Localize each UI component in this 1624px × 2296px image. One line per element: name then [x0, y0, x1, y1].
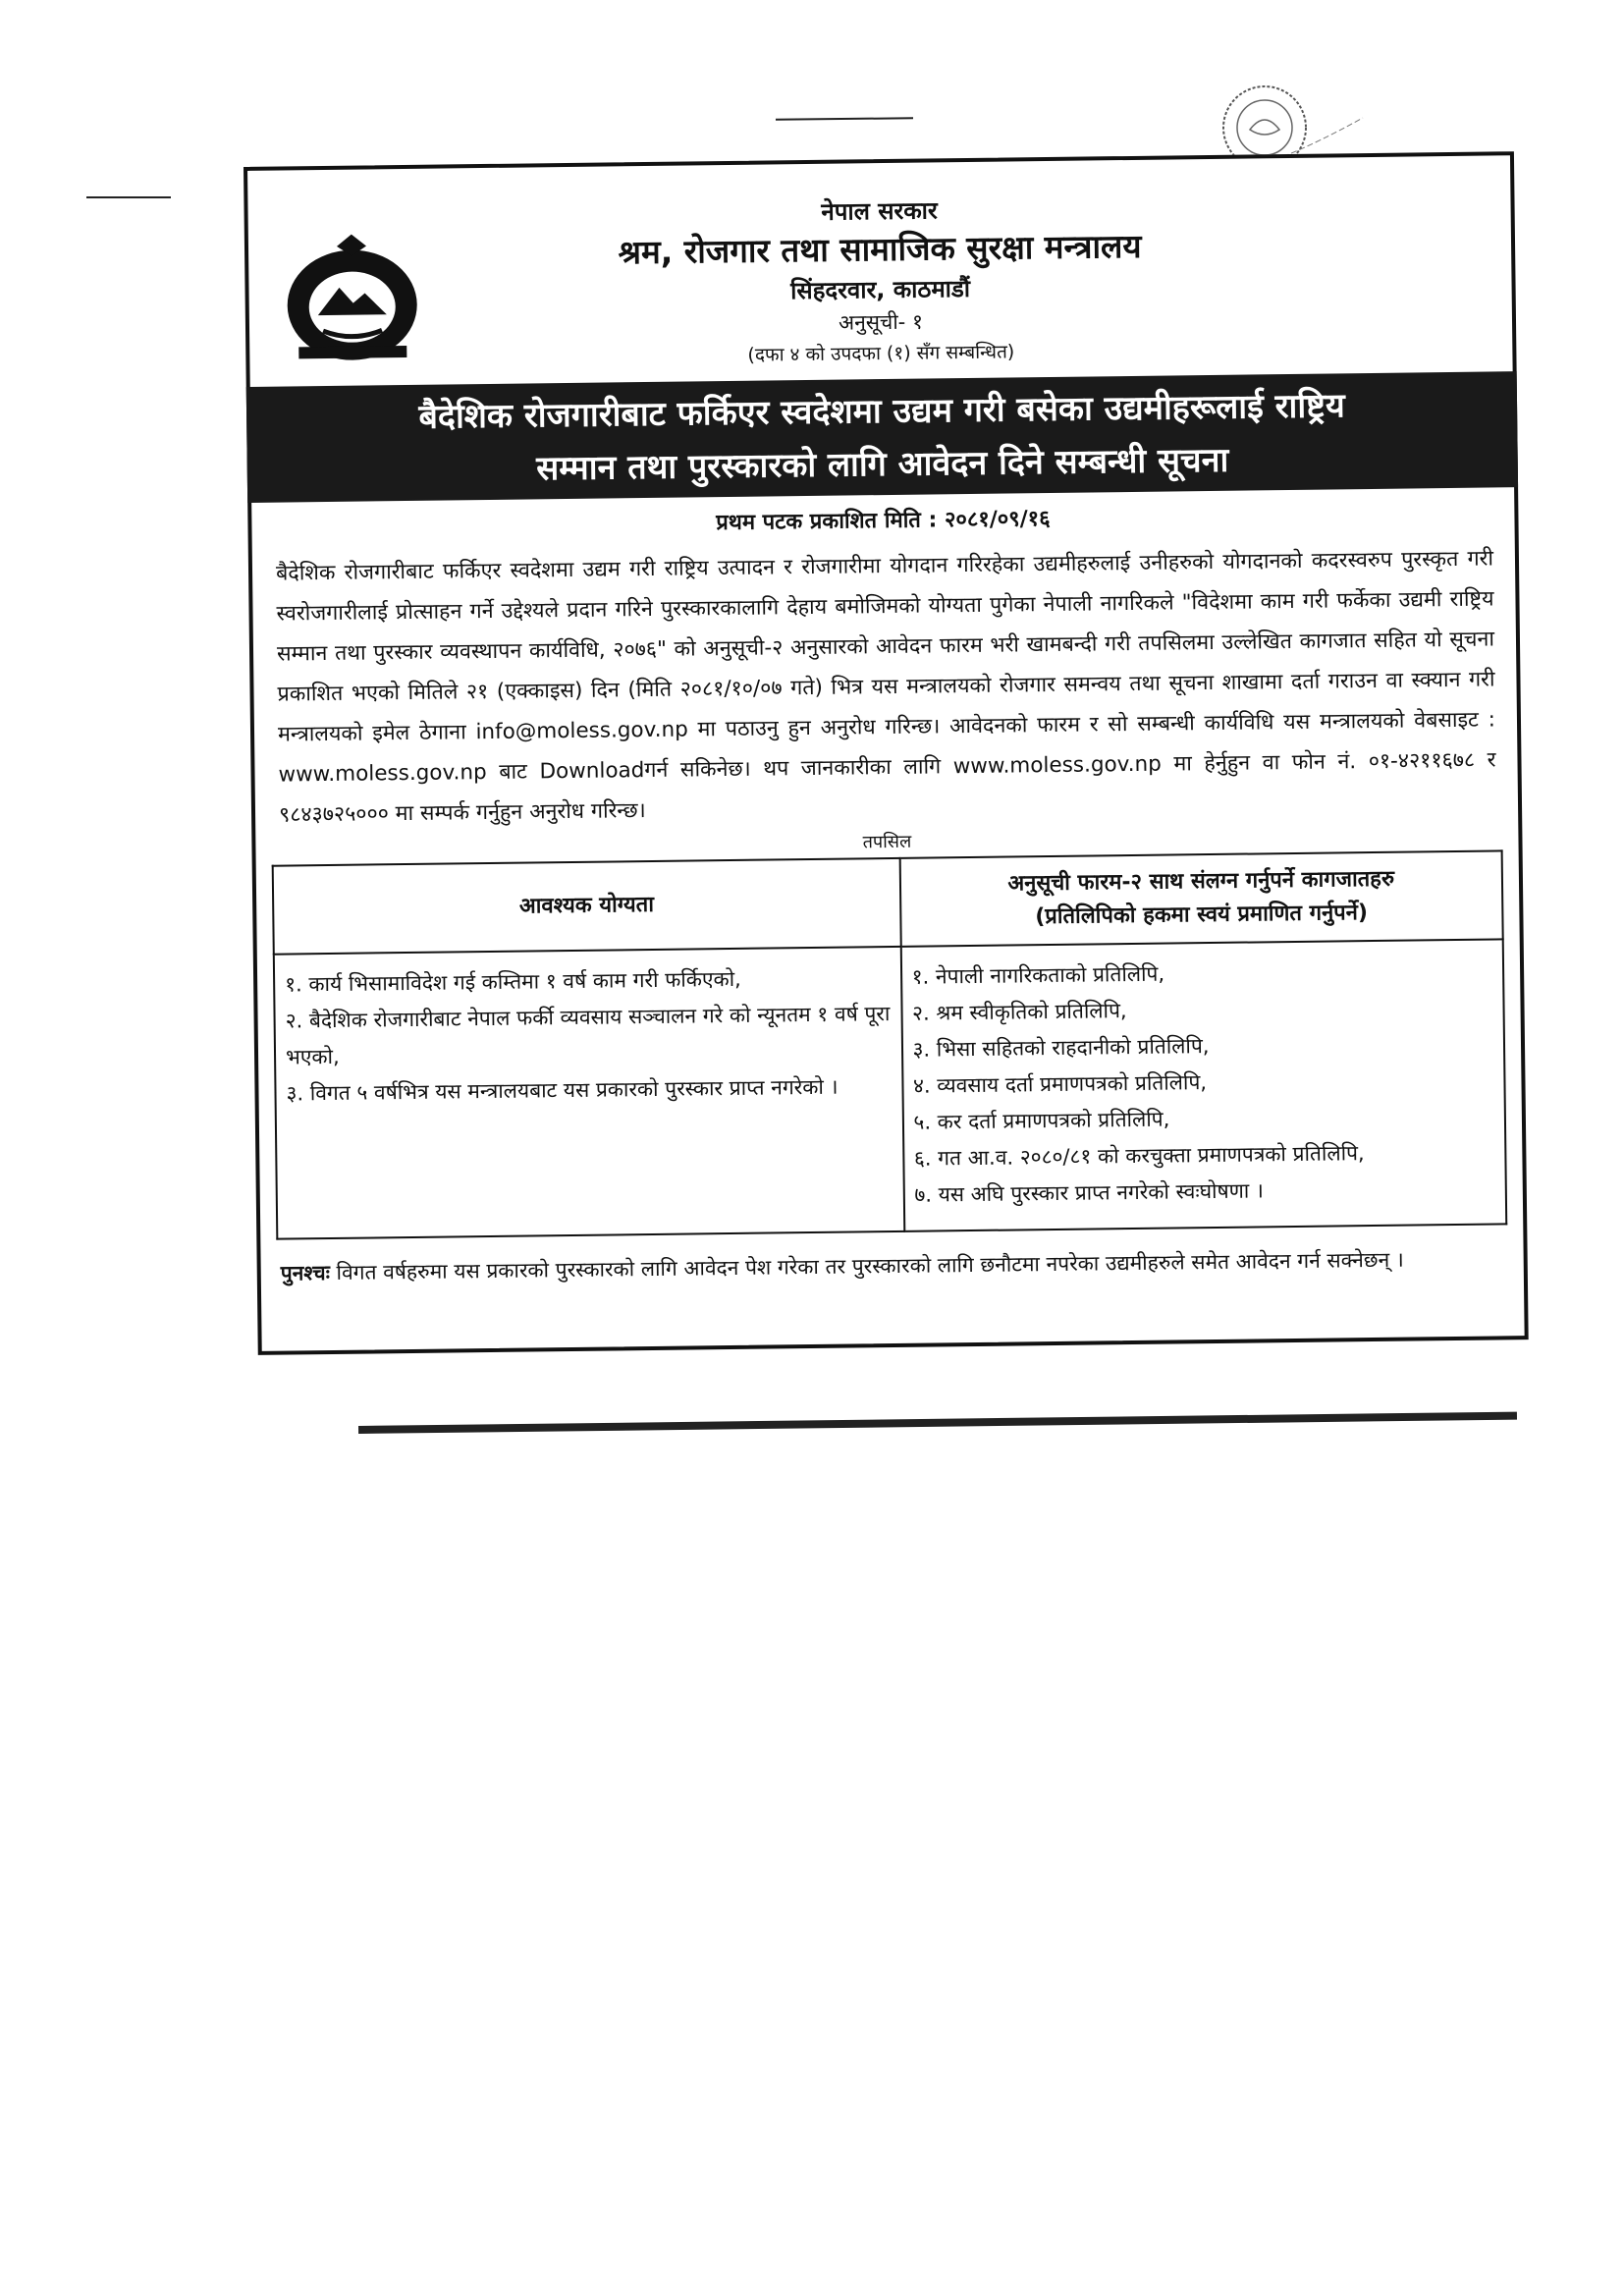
qualifications-header: आवश्यक योग्यता: [273, 858, 901, 955]
banner-line-1: बैदेशिक रोजगारीबाट फर्किएर स्वदेशमा उद्यम गरी बसेका उद्यमीहरूलाई राष्ट्रिय: [418, 386, 1345, 437]
ministry-name: श्रम, रोजगार तथा सामाजिक सुरक्षा मन्त्रालय: [618, 226, 1142, 272]
notice-header: [247, 155, 1512, 379]
scan-mark-bottom: [358, 1412, 1517, 1434]
scan-mark-top: [776, 117, 913, 120]
qualifications-cell: [274, 947, 904, 1239]
documents-header: [899, 850, 1503, 946]
publication-date: प्रथम पटक प्रकाशित मिति : २०८१/०९/१६: [716, 506, 1051, 536]
qualification-item: २. बैदेशिक रोजगारीबाट नेपाल फर्की व्यवसाय सञ्चालन गरे को न्यूनतम १ वर्ष पूरा भएको,: [285, 1002, 891, 1069]
notice-title-banner: [246, 371, 1518, 503]
annex-label: अनुसूची- १: [838, 309, 924, 335]
documents-header-line-2: (प्रतिलिपिको हकमा स्वयं प्रमाणित गर्नुपर्ने): [1035, 901, 1369, 930]
notice-box: [244, 151, 1529, 1355]
document-item: १. नेपाली नागरिकताको प्रतिलिपि,: [911, 961, 1165, 989]
document-item: २. श्रम स्वीकृतिको प्रतिलिपि,: [911, 999, 1127, 1025]
ministry-address: सिंहदरवार, काठमाडौं: [790, 274, 971, 305]
postscript-label: पुनश्चः: [280, 1261, 331, 1285]
document-item: ६. गत आ.व. २०८०/८१ को करचुक्ता प्रमाणपत्रको प्रतिलिपि,: [913, 1141, 1365, 1171]
document-item: ४. व्यवसाय दर्ता प्रमाणपत्रको प्रतिलिपि,: [912, 1070, 1208, 1098]
requirements-table: [272, 849, 1508, 1239]
notice-body-text: बैदेशिक रोजगारीबाट फर्किएर स्वदेशमा उद्यम गरी राष्ट्रिय उत्पादन र रोजगारीमा योगदान गरिरहेका उद्यमीहरुलाई उनीहरुको योगदानको कदरस्वरुप पुरस्कृत गरी स्वरोजगारीलाई प्रोत्साहन गर्ने उद्देश्यले प्रदान गरिने पुरस्कारकालागि देहाय बमोजिमको योग्यता पुगेका नेपाली नागरिकले "विदेशमा काम गरी फर्केका उद्यमी राष्ट्रिय सम्मान तथा पुरस्कार व्यवस्थापन कार्यविधि, २०७६" को अनुसूची-२ अनुसारको आवेदन फारम भरी खामबन्दी गरी तपसिलमा उल्लेखित कागजात सहित यो सूचना प्रकाशित भएको मितिले २१ (एक्काइस) दिन (मिति २०८१/१०/०७ गते) भित्र यस मन्त्रालयको रोजगार समन्वय तथा सूचना शाखामा दर्ता गराउन वा स्क्यान गरी मन्त्रालयको इमेल ठेगाना info@moless.gov.np मा पठाउनु हुन अनुरोध गरिन्छ। आवेदनको फारम र सो सम्बन्धी कार्यविधि यस मन्त्रालयको वेबसाइट : www.moless.gov.np बाट Downloadगर्न सकिनेछ। थप जानकारीका लागि www.moless.gov.np मा हेर्नुहुन वा फोन नं. ०१-४२११६७८ र ९८४३७२५००० मा सम्पर्क गर्नुहुन अनुरोध गरिन्छ।: [275, 546, 1496, 828]
details-heading: तपसिल: [862, 831, 912, 853]
document-item: ३. भिसा सहितको राहदानीको प्रतिलिपि,: [912, 1034, 1210, 1062]
documents-header-line-1: अनुसूची फारम-२ साथ संलग्न गर्नुपर्ने कागजातहरु: [1007, 866, 1395, 897]
document-item: ५. कर दर्ता प्रमाणपत्रको प्रतिलिपि,: [913, 1107, 1170, 1134]
qualification-item: ३. विगत ५ वर्षभित्र यस मन्त्रालयबाट यस प्रकारको पुरस्कार प्राप्त नगरेको ।: [286, 1074, 839, 1106]
postscript-text: विगत वर्षहरुमा यस प्रकारको पुरस्कारको लागि आवेदन पेश गरेका तर पुरस्कारको लागि छनौटमा नपरेका उद्यमीहरुले समेत आवेदन गर्न सक्नेछन् ।: [336, 1247, 1404, 1285]
qualification-item: १. कार्य भिसामाविदेश गई कम्तिमा १ वर्ष काम गरी फर्किएको,: [285, 966, 741, 997]
section-reference: (दफा ४ को उपदफा (१) सँग सम्बन्धित): [747, 341, 1015, 366]
document-item: ७. यस अघि पुरस्कार प्राप्त नगरेको स्वःघोषणा ।: [914, 1178, 1265, 1207]
documents-cell: [900, 939, 1506, 1230]
postscript-note: [281, 1238, 1504, 1292]
banner-line-2: सम्मान तथा पुरस्कारको लागि आवेदन दिने सम्बन्धी सूचना: [536, 440, 1229, 489]
government-name: नेपाल सरकार: [821, 196, 938, 226]
scan-mark-left: [86, 196, 171, 198]
